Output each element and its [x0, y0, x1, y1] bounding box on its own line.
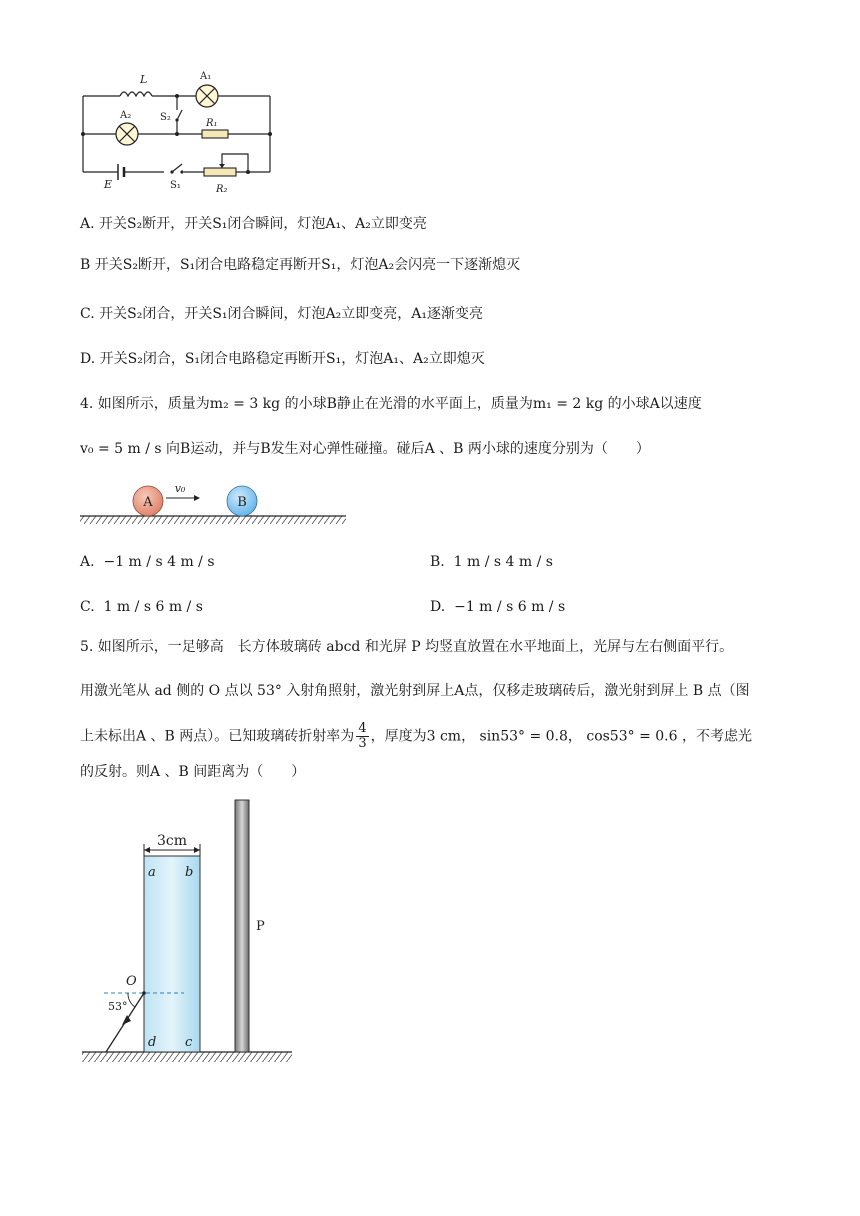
thickness-label: 3cm [156, 833, 188, 849]
label-S2: S₂ [160, 112, 171, 123]
label-E: E [104, 178, 113, 191]
ball-a-label: A [143, 495, 153, 510]
corner-c: c [185, 1035, 193, 1050]
refractive-index-fraction: $\frac{4}{3}$ [358, 721, 367, 751]
corner-b: b [185, 865, 194, 880]
q3-option-b: B 开关S₂断开，S₁闭合电路稳定再断开S₁，灯泡A₂会闪亮一下逐渐熄灭 [80, 257, 521, 273]
velocity-label: v₀ [174, 482, 186, 495]
corner-a: a [148, 865, 156, 880]
label-R2: R₂ [216, 184, 228, 195]
q4-option-c: C. 1 m / s 6 m / s [80, 599, 203, 615]
q4-option-a: A. −1 m / s 4 m / s [80, 554, 215, 570]
ball-b-label: B [237, 495, 247, 510]
glass-prism-diagram [78, 796, 300, 1068]
q4-option-b: B. 1 m / s 4 m / s [430, 554, 553, 570]
q4-option-d: D. −1 m / s 6 m / s [430, 599, 566, 615]
point-O: O [126, 974, 137, 989]
label-A1: A₁ [200, 71, 212, 82]
q4-stem-line2: v₀ = 5 m / s 向B运动，并与B发生对心弹性碰撞。碰后A 、B 两小球的速度分别为（ ） [80, 441, 650, 457]
label-A2: A₂ [120, 110, 132, 121]
screen-label: P [256, 919, 265, 934]
q5-stem-line4: 的反射。则A 、B 间距离为（ ） [80, 764, 306, 780]
label-R1: R₁ [206, 118, 218, 129]
q5-stem-line2: 用激光笔从 ad 侧的 O 点以 53° 入射角照射，激光射到屏上A点，仅移走玻璃砖后，激光射到屏上 B 点（图 [80, 683, 750, 699]
q3-option-d: D. 开关S₂闭合，S₁闭合电路稳定再断开S₁，灯泡A₁、A₂立即熄灭 [80, 351, 485, 367]
q3-option-a: A. 开关S₂断开，开关S₁闭合瞬间，灯泡A₁、A₂立即变亮 [80, 216, 427, 232]
label-S1: S₁ [170, 180, 181, 191]
label-L: L [140, 73, 148, 86]
q4-stem-line1: 4. 如图所示，质量为m₂ = 3 kg 的小球B静止在光滑的水平面上，质量为m₁ = 2 kg 的小球A以速度 [80, 396, 702, 412]
corner-d: d [148, 1035, 157, 1050]
circuit-diagram [76, 68, 286, 196]
q5-stem-line1: 5. 如图所示，一足够高 长方体玻璃砖 abcd 和光屏 P 均竖直放置在水平地面上，光屏与左右侧面平行。 [80, 639, 734, 655]
q5-stem-line3: 上未标出A 、B 两点）。已知玻璃砖折射率为 $\frac{4}{3}$ ，厚度为3 cm， sin53° = 0.8， cos53° = 0.6 ，不考虑光 [80, 721, 752, 751]
angle-label: 53° [108, 1000, 128, 1013]
collision-diagram [78, 476, 350, 528]
q3-option-c: C. 开关S₂闭合，开关S₁闭合瞬间，灯泡A₂立即变亮，A₁逐渐变亮 [80, 306, 483, 322]
